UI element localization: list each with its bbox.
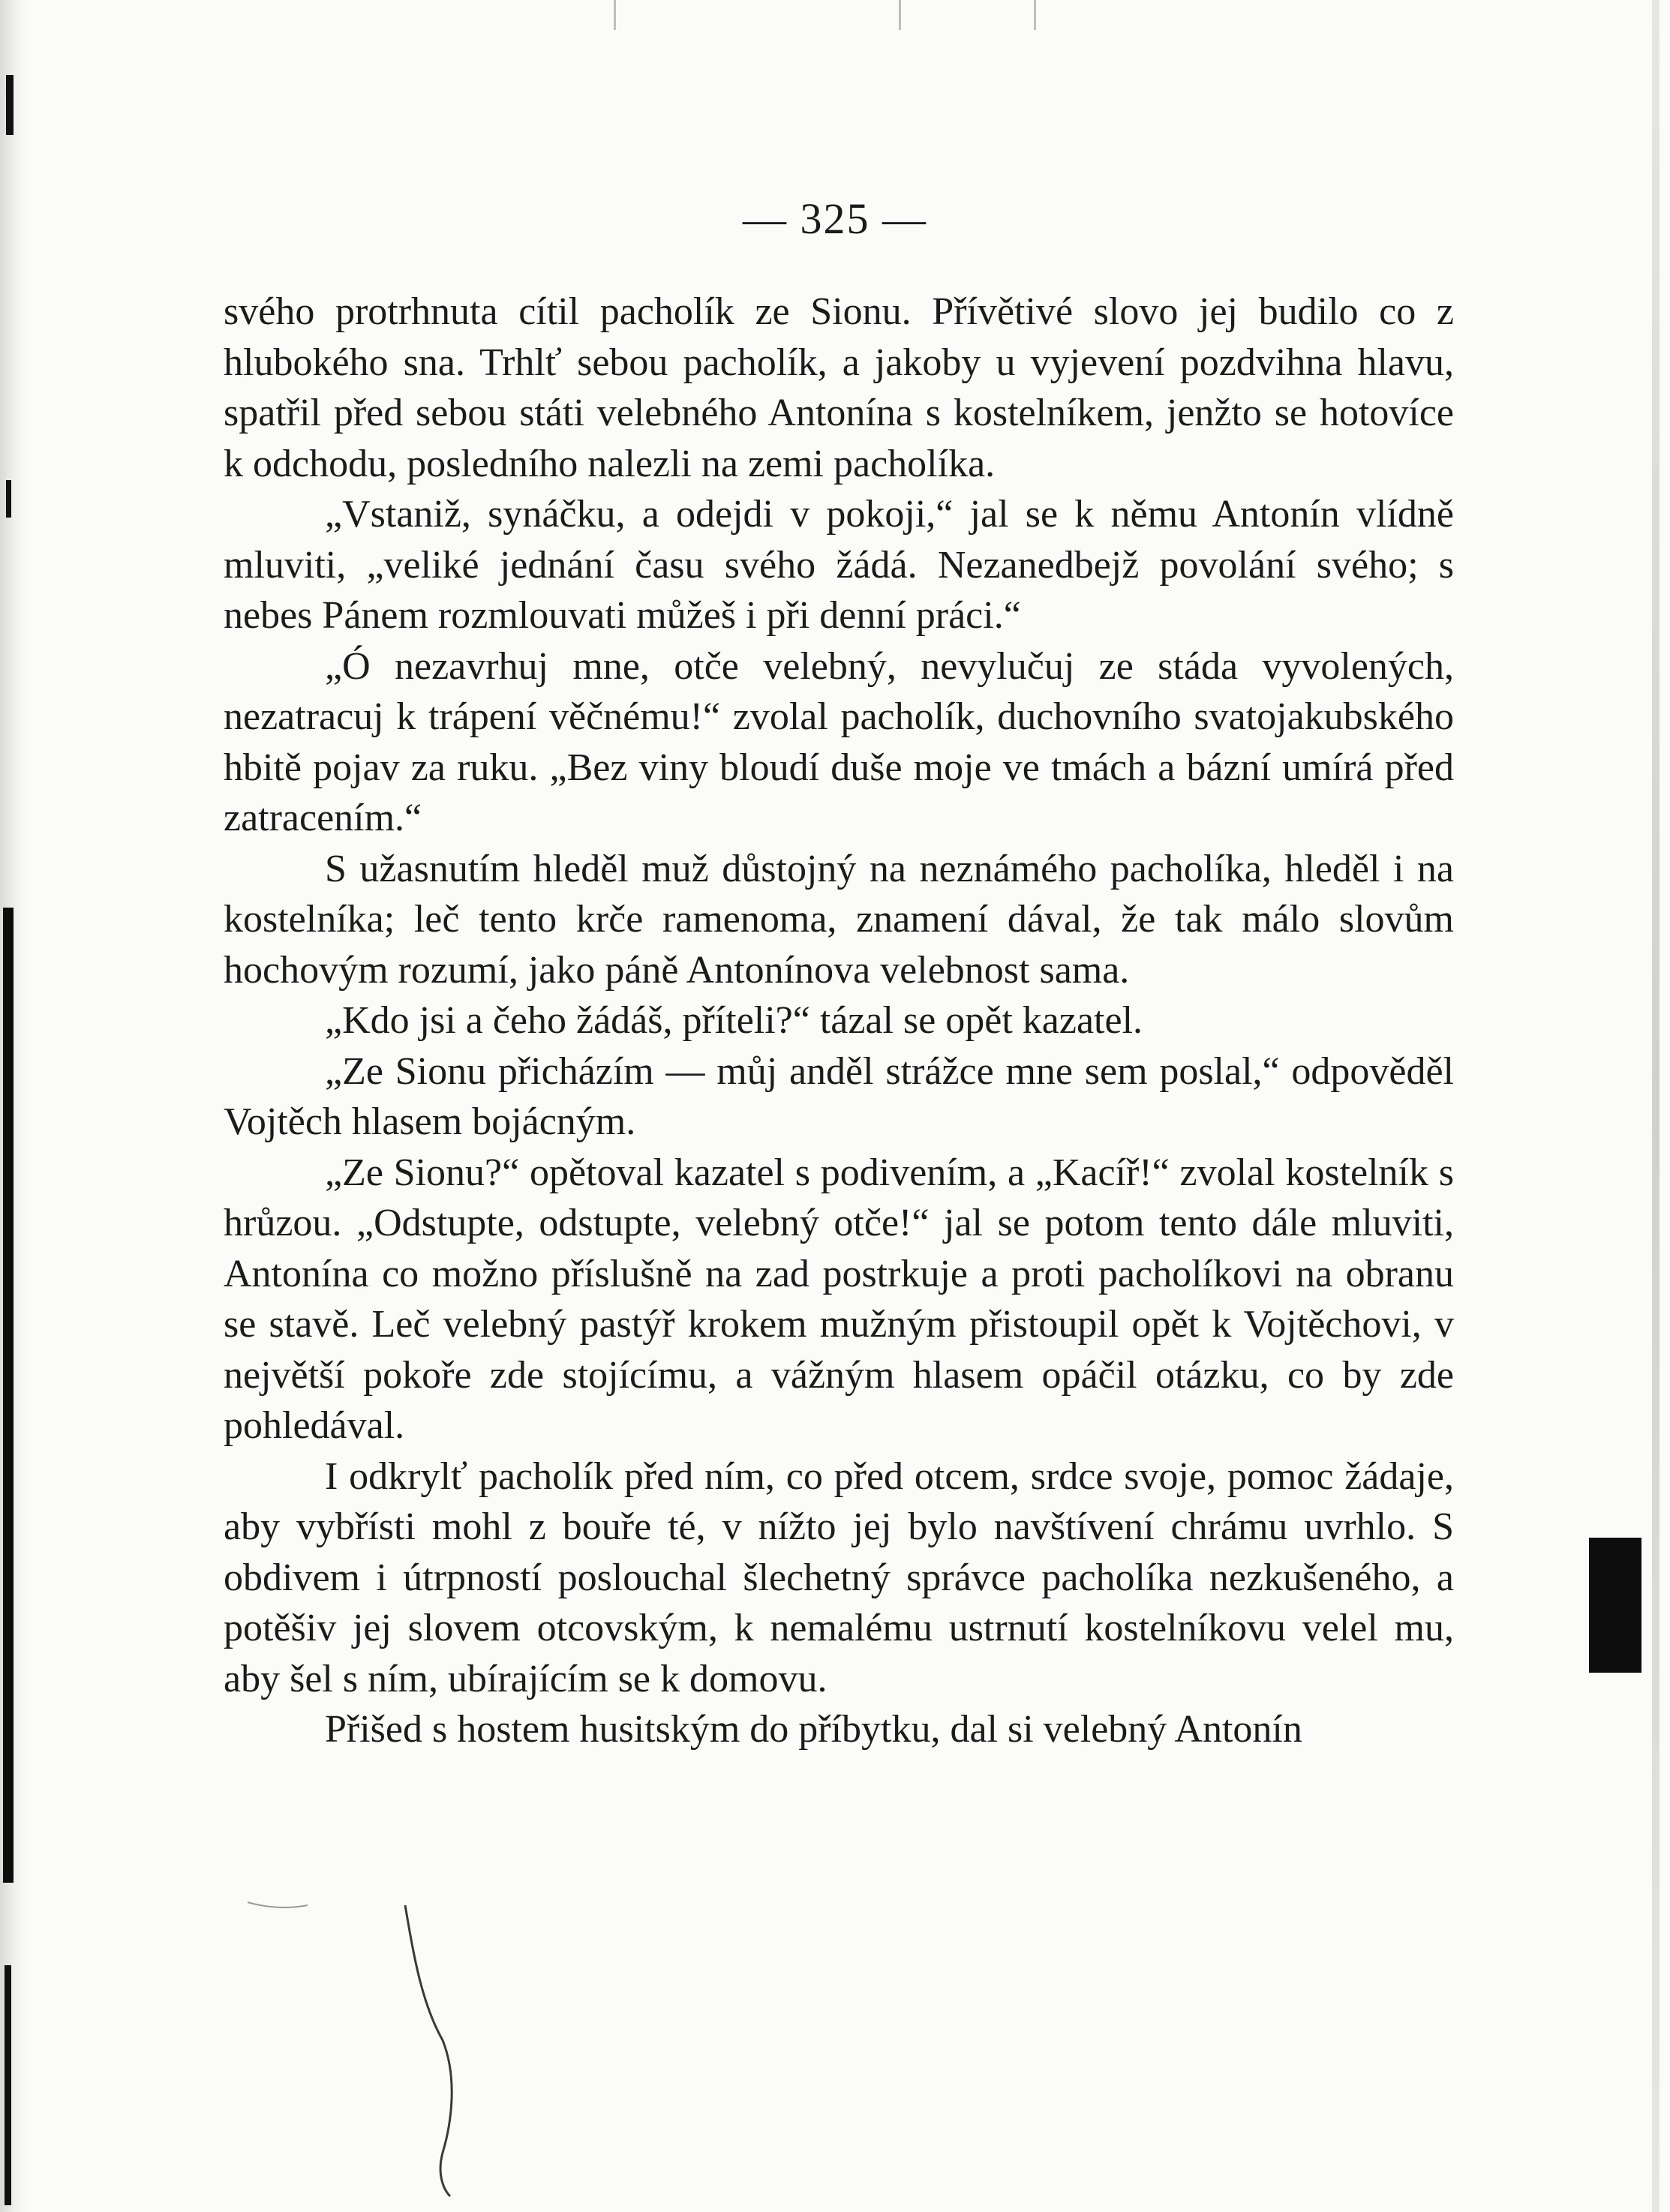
page-tab-marker [1589, 1538, 1641, 1673]
paragraph: „Ó nezavrhuj mne, otče velebný, nevylučuj ze stáda vyvolených, nezatracuj k trápení věčnému!“ zvolal pacholík, duchovního svatojakubského hbitě pojav za ruku. „Bez viny bloudí duše moje ve tmách a bázní umírá před zatracením.“ [224, 644, 1454, 839]
edge-mark [6, 480, 11, 518]
pencil-mark [218, 1898, 503, 2198]
edge-mark [5, 1965, 11, 2205]
edge-mark [6, 75, 14, 135]
paragraph: „Ze Sionu přicházím — můj anděl strážce mne sem poslal,“ odpověděl Vojtěch hlasem bojácným. [224, 1049, 1454, 1143]
paragraph: „Ze Sionu?“ opětoval kazatel s podivením, a „Kacíř!“ zvolal kostelník s hrůzou. „Odstupte, odstupte, velebný otče!“ jal se potom tento dále mluviti, Antonína co možno příslušně na zad postrkuje a proti pacholíkovi na obranu se stavě. Leč velebný pastýř krokem mužným přistoupil opět k Vojtěchovi, v největší pokoře zde stojícímu, a vážným hlasem opáčil otázku, co by zde pohledával. [224, 1151, 1454, 1447]
body-text [224, 287, 1454, 1755]
paragraph: „Kdo jsi a čeho žádáš, příteli?“ tázal se opět kazatel. [325, 999, 1143, 1042]
paragraph: S užasnutím hleděl muž důstojný na neznámého pacholíka, hleděl i na kostelníka; leč tento krče ramenoma, znamení dával, že tak málo slovům hochovým rozumí, jako páně Antonínova velebnost sama. [224, 847, 1454, 992]
paragraph: Přišed s hostem husitským do příbytku, dal si velebný Antonín [325, 1708, 1302, 1751]
right-page-edge [1652, 0, 1659, 2212]
page-number: — 325 — [743, 194, 927, 243]
scan-tick [1034, 0, 1036, 30]
scan-tick [899, 0, 901, 30]
paragraph: „Vstaniž, synáčku, a odejdi v pokoji,“ jal se k němu Antonín vlídně mluviti, „veliké jednání času svého žádá. Nezanedbejž povolání svého; s nebes Pánem rozmlouvati můžeš i při denní práci.“ [224, 493, 1454, 637]
paragraph: svého protrhnuta cítil pacholík ze Sionu. Přívětivé slovo jej budilo co z hlubokého sna. Trhlť sebou pacholík, a jakoby u vyjevení pozdvihna hlavu, spatřil před sebou státi velebného Antonína s kostelníkem, jenžto se hotovíce k odchodu, posledního nalezli na zemi pacholíka. [224, 290, 1454, 485]
paragraph: I odkrylť pacholík před ním, co před otcem, srdce svoje, pomoc žádaje, aby vybřísti mohl z bouře té, v nížto jej bylo navštívení chrámu uvrhlo. S obdivem i útrpností poslouchal šlechetný správce pacholíka nezkušeného, a potěšiv jej slovem otcovským, k nemalému ustrnutí kostelníkovu velel mu, aby šel s ním, ubírajícím se k domovu. [224, 1454, 1454, 1700]
edge-mark [3, 908, 14, 1883]
scan-tick [614, 0, 616, 30]
